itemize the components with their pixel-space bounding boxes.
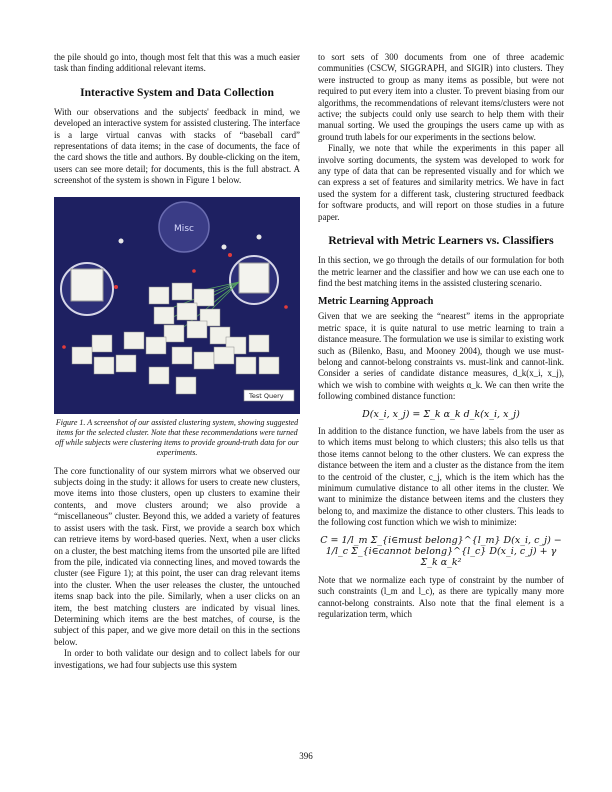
- paragraph: In this section, we go through the details of our formulation for both the metric learner and the classifier and how we can use each one to find the best matching items in the assisted clustering scenario.: [318, 255, 564, 288]
- subsection-heading: Metric Learning Approach: [318, 296, 434, 308]
- test-query-label: Test Query: [249, 391, 284, 400]
- paragraph: to sort sets of 300 documents from one of three academic communities (CSCW, SIGGRAPH, and SIGIR) into clusters. They were instructed to group as many items as possible, but were not required to put every item into a cluster. To prevent biasing from our algorithms, the recommendations of relevant items/clusters were not active; the subjects could only use search to help them with their manual sorting. We used the groupings the users came up with as ground truth labels for our experiments in the sections below.: [318, 52, 564, 142]
- misc-label: Misc: [174, 223, 194, 234]
- paragraph: The core functionality of our system mirrors what we observed our subjects doing in the study: it allows for users to create new clusters, move items into those clusters, open up clusters to examine their contents, and move clusters around; we also provide a “miscellaneous” cluster. Beyond this, we added a variety of features to assist users with the task. First, we provide a search box which can retrieve items by word-based queries. Next, when a user clicks on a cluster, the best matching items from the unsorted pile are lifted from the pile, indicated via connecting lines, and moved towards the cluster (see Figure 1); at this point, the user can drag relevant items into the cluster. When the user releases the cluster, the untouched items snap back into the pile. Similarly, when a user clicks on an item, the best matching clusters are indicated by visual lines. Determining which items are the best matches, of course, is the subject of this paper, and we give more detail on this in the sections below.: [54, 465, 300, 647]
- equation-cost: C = 1/l_m Σ_{i∈must belong}^{l_m} D(x_i, c_j) − 1/l_c Σ_{i∈cannot belong}^{l_c} D(x_i, c_j) + γ Σ_k α_k²: [320, 534, 562, 569]
- section-heading: Interactive System and Data Collection: [80, 85, 274, 99]
- figure-canvas: [54, 197, 300, 414]
- figure-screenshot: [54, 197, 300, 414]
- figure-caption: Figure 1. A screenshot of our assisted clustering system, showing suggested items for the selected cluster. Note that these recommendations were turned off while subjects were clustering items to provide ground-truth data for our experiments.: [55, 417, 299, 457]
- page-number: 396: [299, 751, 313, 761]
- paragraph: Given that we are seeking the “nearest” items in the appropriate metric space, it is quite natural to use metric learning to train a distance measure. The formulation we use is similar to existing work such as (Bilenko, Basu, and Mooney 2004), though we use must-belong and cannot-belong constraints vs. must-link and cannot-link. Consider a series of candidate distance measures, d_k(x_i, x_j), which we wish to combine with weights α_k. We can then write the following combined distance function:: [318, 311, 564, 402]
- right-column: [318, 52, 564, 620]
- paragraph: With our observations and the subjects' feedback in mind, we developed an interactive system for assisted clustering. The interface is a large virtual canvas with stacks of “baseball card” representations of data items; in the case of documents, the face of the card shows the title and authors. By double-clicking on the item, users can see more detail; for documents, this is the full abstract. A screenshot of the system is shown in Figure 1 below.: [54, 106, 300, 186]
- paragraph: the pile should go into, though most felt that this was a much easier task than finding additional relevant items.: [54, 52, 300, 74]
- section-heading: Retrieval with Metric Learners vs. Classifiers: [328, 234, 554, 248]
- paragraph: Finally, we note that while the experiments in this paper all involve sorting documents, the system was developed to work for any type of data that can be represented visually and for which we can express a set of features and similarity metrics. We have in fact used the system for a different task, clustering structured feedback for software products, and will report on those studies in a future paper.: [318, 143, 564, 222]
- paragraph: In addition to the distance function, we have labels from the user as to which items must belong to which clusters; this also tells us that those items cannot belong to the other clusters. We can express the distance between the item and a cluster as the distance from the item to the centroid of the cluster, c_j, which is the item which has the minimum cumulative distance to all other items in the cluster. We want to minimize the distance between items and the clusters they belong to, and maximize the distance to other clusters. This leads to the following cost function which we wish to minimize:: [318, 425, 564, 528]
- left-column: [54, 52, 300, 671]
- equation-distance: D(x_i, x_j) = Σ_k α_k d_k(x_i, x_j): [362, 408, 520, 420]
- paragraph: Note that we normalize each type of constraint by the number of such constraints (l_m and l_c), as there are typically many more cannot-belong constraints. Also note that the final element is a regularization term, which: [318, 574, 564, 620]
- paragraph: In order to both validate our design and to collect labels for our investigations, we had four subjects use this system: [54, 648, 300, 670]
